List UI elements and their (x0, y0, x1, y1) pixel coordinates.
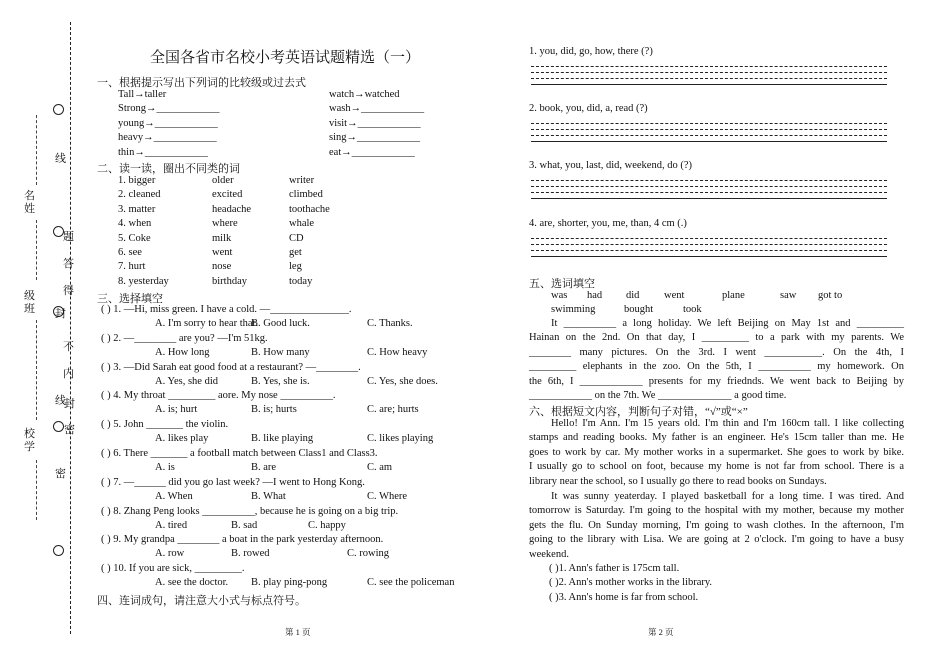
name-label: 名姓 (24, 190, 35, 215)
question-stem: ( ) 3. —Did Sarah eat good food at a restaurant? —________. (101, 361, 361, 373)
true-false-item: ( )3. Ann's home is far from school. (549, 591, 699, 603)
sentence-question: 1. you, did, go, how, there (?) (529, 46, 653, 57)
word-item: young→____________ (118, 118, 218, 129)
true-false-item: ( )1. Ann's father is 175cm tall. (549, 563, 680, 574)
answer-option: B. How many (251, 346, 310, 358)
word-bank-item: bought (624, 304, 654, 315)
answer-option: A. tired (155, 519, 188, 531)
passage-line: the 6th, I ____________ presents for my friednds. We went back to Beijing by (529, 375, 904, 387)
question-stem: ( ) 6. There _______ a football match between Class1 and Class3. (101, 448, 378, 459)
word-item: sing→____________ (329, 132, 421, 143)
passage-line: Hainan on the 2nd. On that day, I _________ to a park with my parents. We (529, 332, 904, 344)
seal-dashed-line (70, 22, 71, 634)
word-option: climbed (289, 189, 323, 201)
side-dash (36, 115, 37, 185)
section-3-heading: 三、选择填空 (97, 293, 163, 305)
word-option: 4. when (118, 218, 152, 230)
seal-circle (53, 545, 64, 556)
question-stem: ( ) 8. Zhang Peng looks __________, because he is going on a big trip. (101, 505, 399, 517)
word-bank-item: was (551, 290, 568, 301)
answer-option: C. am (367, 462, 393, 473)
seal-char: 线 (55, 153, 66, 165)
answer-option: A. likes play (155, 433, 209, 445)
passage-line: Hello! I'm Ann. I'm 15 years old. I'm thin and I'm 160cm tall. I like collecting (551, 418, 904, 429)
seal-char: 线 (55, 395, 66, 407)
word-option: excited (212, 189, 243, 201)
word-item: Strong→____________ (118, 103, 220, 114)
word-option: CD (289, 232, 304, 244)
answer-option: C. likes playing (367, 433, 434, 445)
word-bank-item: plane (722, 290, 745, 301)
passage-line: gets the flu. On Sunday morning, I'm going to wash clothes. In the afternoon, I'm (529, 519, 904, 531)
seal-char: 题 (63, 231, 74, 243)
section-5-heading: 五、选词填空 (529, 278, 595, 290)
answer-option: B. like playing (251, 433, 314, 445)
answer-option: A. I'm sorry to hear that. (155, 318, 259, 329)
word-option: 6. see (118, 247, 142, 258)
answer-option: C. Yes, she does. (367, 375, 438, 387)
seal-circle (53, 421, 64, 432)
writing-lines (531, 123, 887, 147)
passage-line: tomorrow is Saturday. I'm going to the hospital with my mother, because my mother (529, 505, 904, 517)
word-bank-item: had (587, 290, 603, 301)
seal-char: 密 (55, 468, 66, 480)
word-option: 1. bigger (118, 175, 156, 186)
answer-option: C. Thanks. (367, 318, 413, 329)
word-option: leg (289, 261, 302, 273)
word-bank-item: swimming (551, 304, 596, 315)
word-option: 7. hurt (118, 261, 146, 273)
sentence-question: 3. what, you, last, did, weekend, do (?) (529, 160, 693, 171)
passage-line: It __________ a long holiday. We left Beijing on May 1st and _________ (551, 318, 904, 329)
answer-option: C. Where (367, 490, 408, 502)
passage-line: I usually go to school on foot, because my home is not far from school. There is a (529, 461, 904, 473)
question-stem: ( ) 5. John _______ the violin. (101, 419, 229, 431)
word-bank-item: went (664, 290, 685, 301)
word-bank-item: took (683, 304, 702, 315)
word-item: eat→____________ (329, 147, 415, 158)
section-6-heading: 六、根据短文内容，判断句子对错，“√”或“×” (529, 406, 748, 418)
passage-line: weekend. (529, 548, 569, 560)
word-option: 2. cleaned (118, 189, 161, 201)
answer-option: B. rowed (231, 548, 270, 560)
answer-option: C. see the policeman (367, 577, 455, 589)
word-option: headache (212, 203, 252, 215)
side-dash (36, 320, 37, 420)
answer-option: B. Good luck. (251, 318, 310, 329)
passage-line: ________ many pictures. On the 3rd. I went ___________. On the 4th, I (529, 346, 904, 358)
seal-char: 封 (64, 398, 75, 410)
answer-option: B. is; hurts (251, 404, 297, 416)
sentence-question: 4. are, shorter, you, me, than, 4 cm (.) (529, 218, 687, 229)
seal-char: 封 (55, 308, 66, 320)
question-stem: ( ) 9. My grandpa ________ a boat in the park yesterday afternoon. (101, 534, 384, 546)
passage-line: _________ elephants in the zoo. On the 5th, I __________ my homework. On (529, 361, 904, 373)
writing-lines (531, 66, 887, 90)
word-bank-item: did (626, 290, 640, 301)
seal-char: 密 (64, 424, 75, 436)
section-2-heading: 二、读一读，圈出不同类的词 (97, 163, 240, 175)
answer-option: A. is (155, 462, 175, 473)
answer-option: C. happy (308, 519, 346, 531)
side-dash (36, 460, 37, 520)
word-option: older (212, 175, 234, 186)
answer-option: A. Yes, she did (155, 375, 219, 387)
answer-option: A. row (155, 548, 185, 560)
section-1-heading: 一、根据提示写出下列词的比较级或过去式 (97, 77, 306, 89)
seal-char: 不 (63, 341, 74, 353)
question-stem: ( ) 2. —________ are you? —I'm 51kg. (101, 332, 268, 344)
school-label: 校学 (24, 428, 35, 453)
word-option: birthday (212, 275, 247, 287)
answer-option: A. When (155, 490, 193, 502)
answer-option: B. sad (231, 519, 258, 531)
word-item: thin→____________ (118, 147, 208, 158)
answer-option: B. play ping-pong (251, 577, 328, 589)
answer-option: A. How long (155, 346, 210, 358)
answer-option: B. What (251, 490, 286, 502)
passage-line: goes to work by car. My mother works in a supermarket. She goes to work by bike. (529, 446, 904, 458)
answer-option: A. see the doctor. (155, 577, 229, 589)
word-option: 8. yesterday (118, 275, 169, 287)
passage-line: ____________ on the 7th. We ______________ a good time. (529, 390, 787, 401)
seal-circle (53, 104, 64, 115)
true-false-item: ( )2. Ann's mother works in the library. (549, 577, 713, 589)
word-item: visit→____________ (329, 118, 421, 129)
question-stem: ( ) 4. My throat _________ aore. My nose __________. (101, 390, 336, 402)
writing-lines (531, 238, 887, 262)
word-option: 3. matter (118, 203, 156, 215)
word-item: heavy→____________ (118, 132, 217, 143)
passage-line: going to the library with Lisa. We are going at 2 o'clock. I'm going to have a busy (529, 534, 904, 546)
seal-char: 答 (63, 258, 74, 270)
answer-option: B. Yes, she is. (251, 375, 310, 387)
word-bank-item: got to (818, 290, 843, 301)
word-item: wash→____________ (329, 103, 425, 114)
word-option: 5. Coke (118, 232, 151, 244)
page-number: 第 1 页 (285, 627, 311, 637)
passage-line: stamps and reading books. My father is an engineer. He's 15cm taller than me. He (529, 432, 904, 444)
word-option: get (289, 247, 302, 258)
writing-lines (531, 180, 887, 204)
word-option: today (289, 275, 313, 287)
word-option: whale (289, 218, 315, 230)
passage-line: It was sunny yeaterday. I played basketball for a long time. I was tired. And (551, 491, 904, 502)
page-title: 全国各省市名校小考英语试题精选（一） (150, 50, 421, 66)
answer-option: C. are; hurts (367, 404, 419, 416)
word-item: watch→watched (329, 89, 400, 100)
question-stem: ( ) 7. —______ did you go last week? —I went to Hong Kong. (101, 476, 365, 488)
question-stem: ( ) 1. —Hi, miss green. I have a cold. —_______________. (101, 304, 352, 315)
word-option: went (212, 247, 233, 258)
answer-option: C. rowing (347, 548, 389, 560)
word-option: toothache (289, 203, 330, 215)
word-option: writer (289, 175, 315, 186)
sentence-question: 2. book, you, did, a, read (?) (529, 103, 648, 114)
class-label: 级班 (24, 290, 35, 315)
word-item: Tall→taller (118, 89, 167, 100)
seal-char: 得 (63, 285, 74, 297)
word-option: milk (212, 232, 232, 244)
side-dash (36, 220, 37, 280)
question-stem: ( ) 10. If you are sick, _________. (101, 563, 245, 575)
word-option: where (212, 218, 238, 230)
page-number: 第 2 页 (648, 627, 674, 637)
answer-option: C. How heavy (367, 346, 428, 358)
word-bank-item: saw (780, 290, 797, 301)
word-option: nose (212, 261, 232, 273)
passage-line: library near the school, so I usually go there to read books on Sundays. (529, 475, 827, 487)
seal-char: 内 (63, 368, 74, 380)
answer-option: A. is; hurt (155, 404, 198, 416)
answer-option: B. are (251, 462, 277, 473)
section-4-heading: 四、连词成句，请注意大小式与标点符号。 (97, 595, 306, 607)
